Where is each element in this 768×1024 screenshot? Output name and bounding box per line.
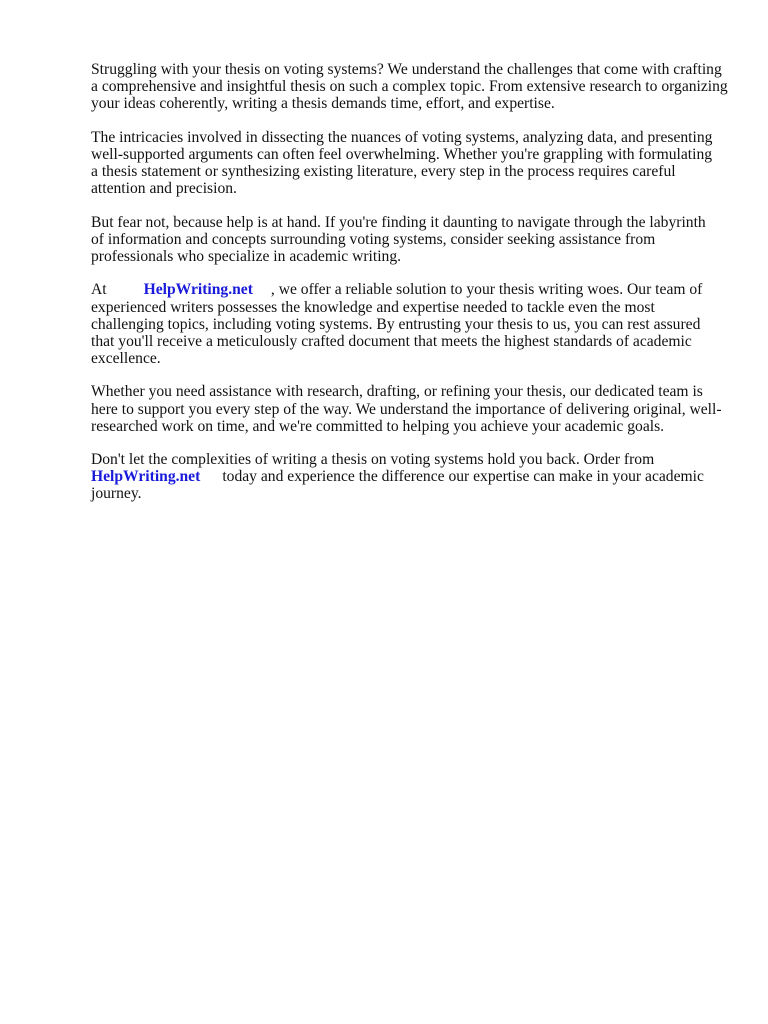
text-line: that you'll receive a meticulously crafted document that meets the highest standards of academic xyxy=(91,332,692,350)
text-line: challenging topics, including voting systems. By entrusting your thesis to us, you can rest assured xyxy=(91,315,701,333)
text-line: your ideas coherently, writing a thesis demands time, effort, and expertise. xyxy=(91,95,555,113)
text-line: The intricacies involved in dissecting the nuances of voting systems, analyzing data, and presenting xyxy=(91,128,713,146)
text-line: a comprehensive and insightful thesis on such a complex topic. From extensive research to organizing xyxy=(91,78,728,96)
helpwriting-link[interactable]: HelpWriting.net xyxy=(91,468,201,486)
text-line: well-supported arguments can often feel overwhelming. Whether you're grappling with formulating xyxy=(91,145,713,163)
text-line: researched work on time, and we're committed to helping you achieve your academic goals. xyxy=(91,417,665,435)
text-line xyxy=(91,281,727,298)
helpwriting-link[interactable]: HelpWriting.net xyxy=(143,281,253,299)
text-line: of information and concepts surrounding voting systems, consider seeking assistance from xyxy=(91,230,656,248)
paragraph-intro xyxy=(91,61,727,112)
text-line: a thesis statement or synthesizing existing literature, every step in the process requires careful xyxy=(91,162,676,180)
text-line: journey. xyxy=(91,485,142,503)
paragraph-intricacies xyxy=(91,129,727,197)
text-line: excellence. xyxy=(91,349,161,367)
text-line: experienced writers possesses the knowledge and expertise needed to tackle even the most xyxy=(91,298,655,316)
text-line: But fear not, because help is at hand. If you're finding it daunting to navigate through the labyrinth xyxy=(91,213,706,231)
text-line: Whether you need assistance with research, drafting, or refining your thesis, our dedicated team is xyxy=(91,383,703,401)
text-line xyxy=(91,468,727,485)
paragraph-call-to-action xyxy=(91,451,727,502)
paragraph-help-at-hand xyxy=(91,214,727,265)
text-line: attention and precision. xyxy=(91,180,237,198)
text-line: Don't let the complexities of writing a thesis on voting systems hold you back. Order from xyxy=(91,451,655,469)
text-line: Struggling with your thesis on voting systems? We understand the challenges that come with crafting xyxy=(91,61,722,78)
document-body xyxy=(91,61,727,519)
line-prefix: At xyxy=(91,281,107,299)
text-line: professionals who specialize in academic writing. xyxy=(91,247,402,265)
text-line: here to support you every step of the way. We understand the importance of delivering original, well- xyxy=(91,400,722,418)
paragraph-offer xyxy=(91,281,727,366)
line-suffix: , we offer a reliable solution to your thesis writing woes. Our team of xyxy=(270,281,703,299)
line-suffix: today and experience the difference our expertise can make in your academic xyxy=(222,468,704,486)
paragraph-support xyxy=(91,383,727,434)
